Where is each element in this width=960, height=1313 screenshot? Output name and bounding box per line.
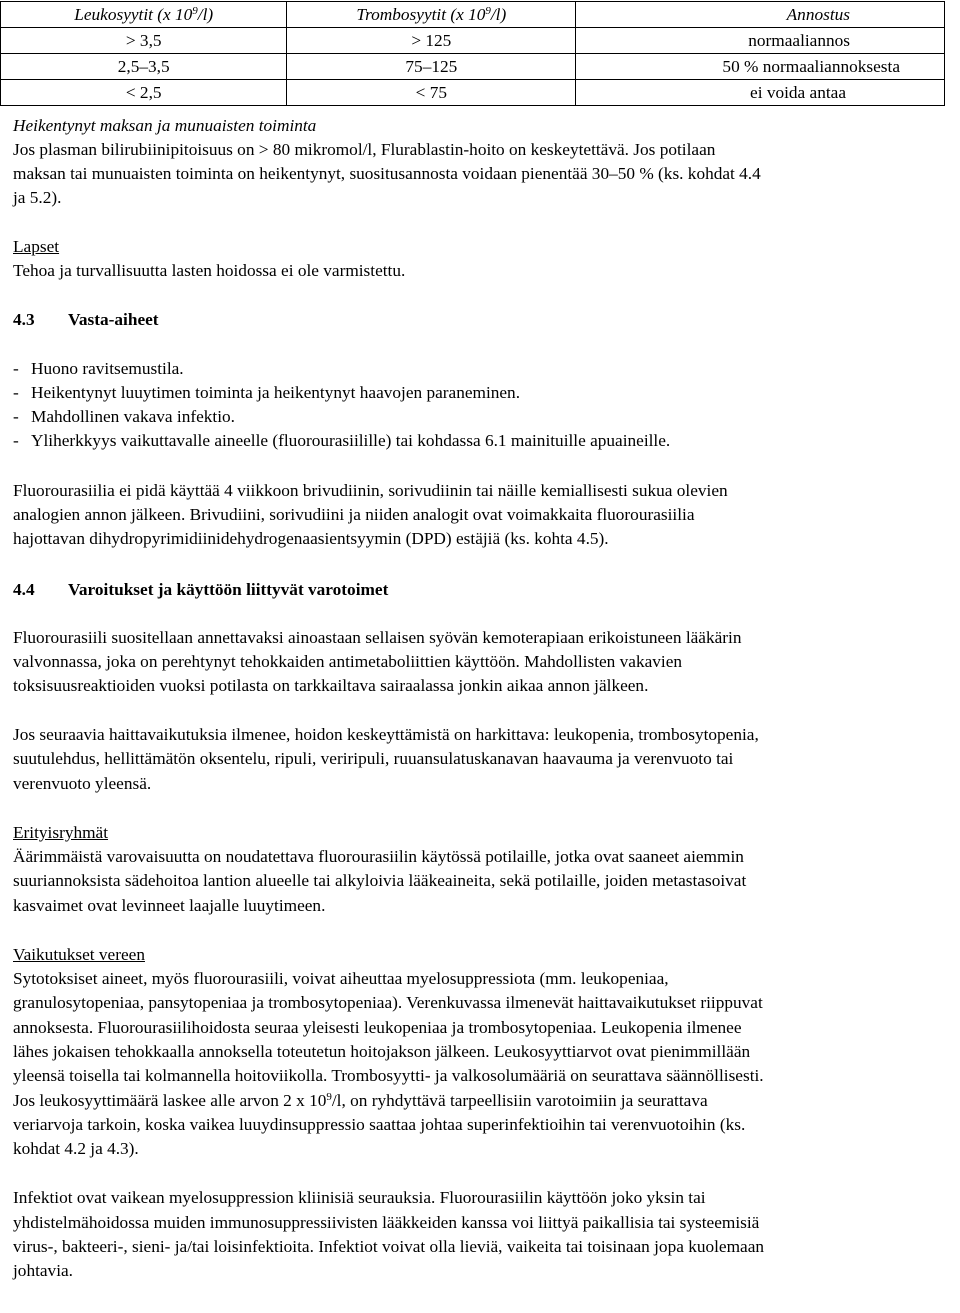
header-thrombocytes: Trombosyytit (x $10^9/l$): [287, 2, 576, 28]
paragraph-line: kasvaimet ovat levinneet laajalle luuytimeen.: [13, 896, 326, 915]
dash-bullet: -: [13, 431, 19, 450]
cell-leukocytes: > 3,5: [1, 28, 287, 54]
liver-kidney-text-line: Jos plasman bilirubiinipitoisuus on > 80 mikromol/l, Flurablastin-hoito on keskeytettävä. Jos potilaan: [13, 140, 716, 159]
paragraph-line: suuriannoksista sädehoitoa lantion alueelle tai alkyloivia lääkeaineita, sekä potilaille, joiden metastasoivat: [13, 871, 747, 890]
section-4-4-heading: [13, 578, 945, 602]
list-item: [13, 429, 670, 453]
cell-thrombocytes: 75–125: [287, 54, 576, 80]
list-item: [13, 381, 520, 405]
blood-effects-heading: Vaikutukset vereen: [13, 945, 145, 964]
paragraph-line: Äärimmäistä varovaisuutta on noudatettava fluorourasiilin käytössä potilaille, jotka ovat saaneet aiemmin: [13, 847, 744, 866]
cell-leukocytes: < 2,5: [1, 80, 287, 106]
dash-bullet: -: [13, 383, 19, 402]
liver-kidney-text-line: ja 5.2).: [13, 188, 62, 207]
section-title: Vasta-aiheet: [68, 310, 159, 329]
header-leukocytes: Leukosyytit (x $10^9/l$): [1, 2, 287, 28]
list-item: [13, 405, 235, 429]
table-row: [1, 54, 945, 80]
paragraph-line: Jos seuraavia haittavaikutuksia ilmenee, hoidon keskeyttämistä on harkittava: leukopenia, trombosytopenia,: [13, 725, 759, 744]
paragraph-line: analogien annon jälkeen. Brivudiini, sorivudiini ja niiden analogit ovat voimakkaita fluorourasiilia: [13, 505, 695, 524]
paragraph-line: valvonnassa, joka on perehtynyt tehokkaiden antimetaboliittien käyttöön. Mahdollisten vakavien: [13, 652, 683, 671]
cell-dosage: normaaliannos: [576, 28, 945, 54]
header-dosage: Annostus: [576, 2, 945, 28]
section-number: 4.3: [13, 310, 35, 329]
list-item-text: Huono ravitsemustila.: [31, 359, 184, 378]
cell-dosage: ei voida antaa: [576, 80, 945, 106]
section-number: 4.4: [13, 580, 35, 599]
paragraph-line: lähes jokaisen tehokkaalla annoksella toteutetun hoitojakson jälkeen. Leukosyyttiarvot ovat pienimmillään: [13, 1042, 751, 1061]
paragraph-line: Fluorourasiilia ei pidä käyttää 4 viikkoon brivudiinin, sorivudiinin tai näille kemiallisesti sukua olevien: [13, 481, 728, 500]
paragraph-line: granulosytopeniaa, pansytopeniaa ja trombosytopeniaa). Verenkuvassa ilmenevät haittavaikutukset riippuvat: [13, 993, 763, 1012]
list-item-text: Mahdollinen vakava infektio.: [31, 407, 235, 426]
liver-kidney-heading: Heikentynyt maksan ja munuaisten toiminta: [13, 116, 317, 135]
section-4-3-heading: [13, 308, 945, 332]
dash-bullet: -: [13, 407, 19, 426]
dash-bullet: -: [13, 359, 19, 378]
paragraph-line: toksisuusreaktioiden vuoksi potilasta on tarkkailtava sairaalassa jonkin aikaa annon jälkeen.: [13, 676, 649, 695]
list-item: [13, 357, 184, 381]
paragraph-line: verenvuoto yleensä.: [13, 774, 152, 793]
children-heading: Lapset: [13, 237, 60, 256]
table-row: [1, 28, 945, 54]
cell-thrombocytes: > 125: [287, 28, 576, 54]
cell-dosage: 50 % normaaliannoksesta: [576, 54, 945, 80]
paragraph-line: virus-, bakteeri-, sieni- ja/tai loisinfektioita. Infektiot voivat olla lieviä, vaikeita tai toisinaan jopa kuolemaan: [13, 1237, 765, 1256]
list-item-text: Heikentynyt luuytimen toiminta ja heikentynyt haavojen paraneminen.: [31, 383, 521, 402]
paragraph-line: yleensä toisella tai kolmannella hoitoviikolla. Trombosyytti- ja valkosolumääriä on seurattava säännöllisesti.: [13, 1066, 764, 1085]
paragraph-line: veriarvoja tarkoin, koska vaikea luuydinsuppressio saattaa johtaa superinfektioihin tai verenvuotoihin (ks.: [13, 1115, 746, 1134]
table-row: [1, 80, 945, 106]
paragraph-line: kohdat 4.2 ja 4.3).: [13, 1139, 139, 1158]
paragraph-line: annoksesta. Fluorourasiilihoidosta seuraa yleisesti leukopeniaa ja trombosytopeniaa. Leukopenia ilmenee: [13, 1018, 742, 1037]
paragraph-line: suutulehdus, hellittämätön oksentelu, ripuli, veriripuli, ruuansulatuskanavan haavauma ja verenvuoto tai: [13, 749, 734, 768]
paragraph-line: Sytotoksiset aineet, myös fluorourasiili, voivat aiheuttaa myelosuppressiota (mm. leukopeniaa,: [13, 969, 669, 988]
paragraph-line: Jos leukosyyttimäärä laskee alle arvon 2 x $10^9/l$, on ryhdyttävä tarpeellisiin varotoimiin ja seurattava: [13, 1091, 708, 1110]
cell-leukocytes: 2,5–3,5: [1, 54, 287, 80]
list-item-text: Yliherkkyys vaikuttavalle aineelle (fluorourasiilille) tai kohdassa 6.1 mainituille apuaineille.: [31, 431, 671, 450]
paragraph-line: hajottavan dihydropyrimidiinidehydrogenaasientsyymin (DPD) estäjiä (ks. kohta 4.5).: [13, 529, 609, 548]
liver-kidney-text-line: maksan tai munuaisten toiminta on heikentynyt, suositusannosta voidaan pienentää 30–50 % (ks. kohdat 4.4: [13, 164, 761, 183]
children-text: Tehoa ja turvallisuutta lasten hoidossa ei ole varmistettu.: [13, 261, 406, 280]
paragraph-line: Fluorourasiili suositellaan annettavaksi ainoastaan sellaisen syövän kemoterapiaan erikoistuneen lääkärin: [13, 628, 742, 647]
paragraph-line: yhdistelmähoidossa muiden immunosuppressiivisten lääkkeiden kanssa voi liittyä paikallisia tai systeemisiä: [13, 1213, 760, 1232]
paragraph-line: johtavia.: [13, 1261, 73, 1280]
paragraph-line: Infektiot ovat vaikean myelosuppression kliinisiä seurauksia. Fluorourasiilin käyttöön joko yksin tai: [13, 1188, 706, 1207]
dose-table: [0, 1, 945, 106]
section-title: Varoitukset ja käyttöön liittyvät varotoimet: [68, 580, 389, 599]
cell-thrombocytes: < 75: [287, 80, 576, 106]
special-groups-heading: Erityisryhmät: [13, 823, 109, 842]
table-header-row: [1, 2, 945, 28]
